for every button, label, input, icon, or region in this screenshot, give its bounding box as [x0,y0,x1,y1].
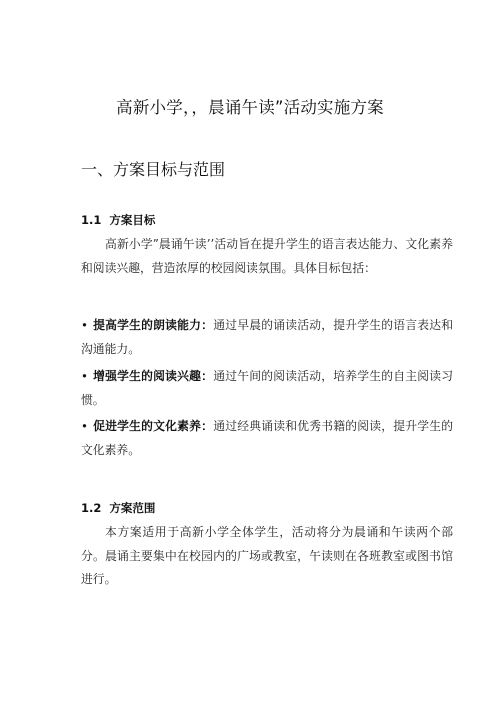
bullet-marker: • [81,419,88,433]
bullet-marker: • [81,369,88,383]
goal-intro-paragraph: 高新小学”晨诵午读’’活动旨在提升学生的语言表达能力、文化素养和阅读兴趣，营造浓厚的校园阅读氛围。具体目标包括： [81,237,453,275]
bullet-label: 提高学生的朗读能力： [92,318,214,332]
bullet-text: 通过经典诵读和优秀书籍的阅读，提升学生的文化素养。 [81,419,453,457]
bullet-item-3 [81,415,453,462]
subsection-title: 方案范围 [109,501,156,515]
bullet-label: 增强学生的阅读兴趣： [92,369,214,383]
scope-paragraph: 本方案适用于高新小学全体学生，活动将分为晨诵和午读两个部分。晨诵主要集中在校园内的广场或教室，午读则在各班教室或图书馆进行。 [81,525,453,586]
subsection-heading-1-2 [81,500,155,516]
bullet-label: 促进学生的文化素养： [92,419,214,433]
bullet-marker: • [81,318,88,332]
subsection-number: 1.2 [81,501,102,515]
bullet-item-2 [81,365,453,412]
bullet-item-1 [81,314,453,361]
subsection-heading-1-1 [81,212,155,228]
subsection-title: 方案目标 [109,213,156,227]
document-title: 高新小学，，晨诵午读”活动实施方案 [116,98,384,117]
bullet-text: 通过早晨的诵读活动，提升学生的语言表达和沟通能力。 [81,318,453,356]
bullet-text: 通过午间的阅读活动，培养学生的自主阅读习惯。 [81,369,453,407]
section-heading: 一、方案目标与范围 [81,160,226,179]
subsection-number: 1.1 [81,213,102,227]
